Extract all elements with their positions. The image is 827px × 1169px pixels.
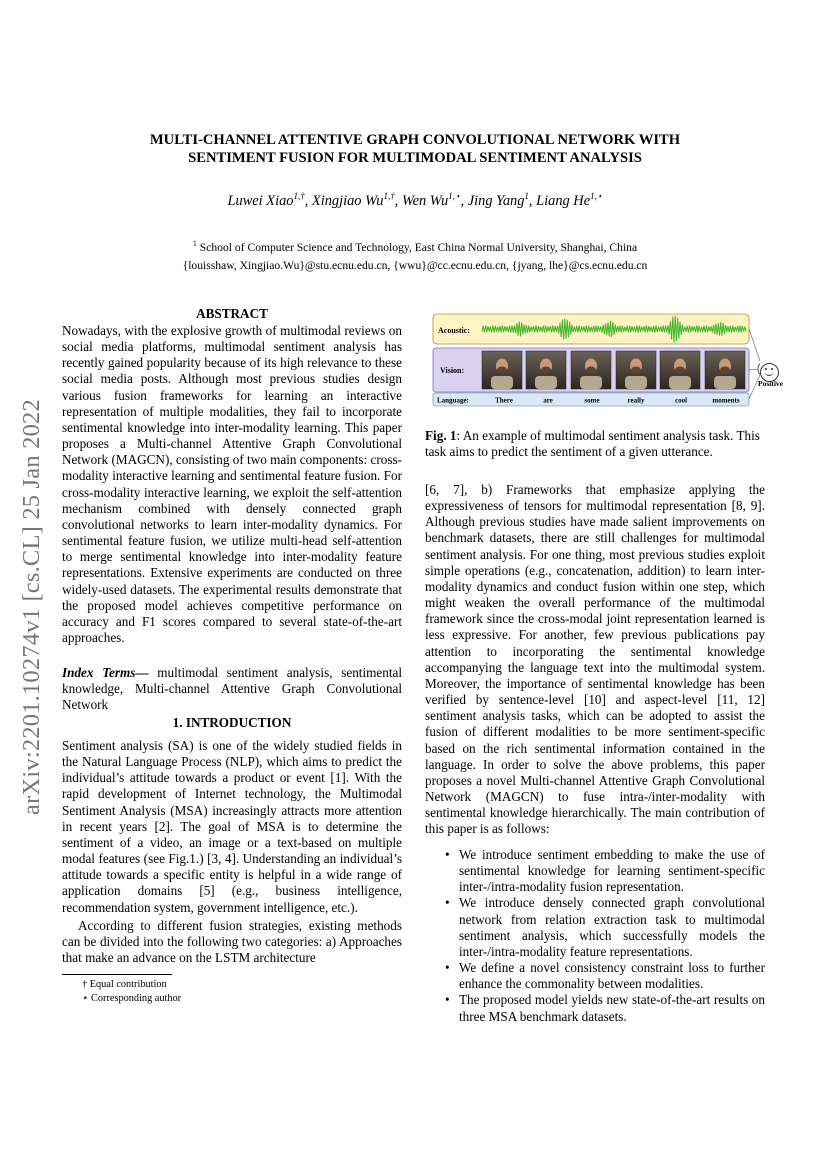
affiliation: $^1$ School of Computer Science and Technology, East China Normal University, Shanghai, China (192, 239, 638, 254)
footnote-rule (62, 974, 172, 975)
author: Liang $He^{1,⋆}$ (536, 191, 603, 209)
list-item: • The proposed model yields new state-of-the-art results on three MSA benchmark datasets. (443, 992, 765, 1024)
figure-1 (430, 313, 760, 408)
affiliation-block (60, 235, 770, 276)
caption-label: Fig. 1 (425, 428, 457, 443)
body-paragraph: [6, 7], b) Frameworks that emphasize applying the expressiveness of tensors for multimodal representation [8, 9]. Although previous studies have made salient improvements on benchmark datasets, there are still challenges for multimodal sentiment analysis. For one thing, most previous studies exploit simple operations (e.g., concatenation, addition) to learn inter-modality dynamics and conduct fusion within one step, which might weaken the overall performance of the multimodal framework since the cross-modal joint representation learned is less expressive. For another, few previous publications pay attention to incorporating the sentimental knowledge accompanying the language text into the multimodal system. Moreover, the importance of sentimental knowledge has been verified by sentence-level [10] and aspect-level [11, 12] sentiment analysis tasks, which can be adopted to assist the fusion of different modalities to be more sentiment-specific based on the rich sentimental information contained in the language. In order to solve the above problems, this paper proposes a novel Multi-channel Attentive Graph Convolutional Network (MAGCN) to fuse intra-/inter-modality with sentimental knowledge hierarchically. The main contribution of this paper is as follows: (425, 482, 765, 837)
index-terms-text: multimodal sentiment analysis, sentimental knowledge, Multi-channel Attentive Graph Convolutional Network (62, 665, 403, 713)
arxiv-id-text: arXiv:2201.10274v1 [cs.CL] 25 Jan 2022 (18, 399, 45, 815)
video-frame (660, 351, 700, 389)
author-list: Luwei Xiao$^{1,\dagger}$, Xingjiao $Wu^{1,\dagger}$, Wen $Wu^{1,⋆}$, Jing Yang$^1$, Liang $He^{1,⋆}$ (227, 191, 603, 209)
list-item: • We introduce sentiment embedding to make the use of sentimental knowledge for learning sentiment-specific inter-/intra-modality fusion representation. (443, 847, 765, 895)
right-column-body (425, 482, 765, 837)
contributions-list (443, 847, 765, 1025)
author: Wen $Wu^{1,⋆}$ (401, 191, 461, 209)
video-frame (526, 351, 566, 389)
paper-title (60, 131, 770, 167)
figure-1-caption (425, 428, 765, 460)
word-token: really (627, 396, 645, 405)
abstract-heading: ABSTRACT (196, 306, 268, 321)
video-frame (705, 351, 745, 389)
acoustic-label: Acoustic: (438, 326, 470, 335)
word-token: cool (674, 396, 688, 405)
footnote-corresponding-author: ⋆ Corresponding author (82, 993, 182, 1004)
index-terms-label: Index Terms— (62, 665, 149, 680)
fusion-lines (749, 329, 760, 399)
word-token: some (584, 396, 600, 405)
video-frame (482, 351, 522, 389)
word-token: are (543, 396, 553, 405)
intro-paragraph-2: According to different fusion strategies, existing methods can be divided into the following two categories: a) Approaches that make an advance on the LSTM architecture (62, 917, 402, 966)
title-line-2: SENTIMENT FUSION FOR MULTIMODAL SENTIMENT ANALYSIS (188, 150, 642, 166)
author: Luwei Xiao$^{1,\dagger}$ (227, 191, 305, 209)
caption-text: : An example of multimodal sentiment analysis task. This task aims to predict the sentiment of a given utterance. (425, 428, 760, 460)
author-emails: {louisshaw, Xingjiao.Wu}@stu.ecnu.edu.cn, {wwu}@cc.ecnu.edu.cn, {jyang, lhe}@cs.ecnu.edu.cn (182, 259, 648, 273)
video-frame (571, 351, 611, 389)
language-label: Language: (437, 396, 469, 405)
introduction-heading: 1. INTRODUCTION (172, 715, 292, 730)
vision-label: Vision: (440, 366, 465, 375)
title-line-1: MULTI-CHANNEL ATTENTIVE GRAPH CONVOLUTIONAL NETWORK WITH (149, 132, 681, 148)
word-token: moments (712, 396, 740, 405)
author: Xingjiao $Wu^{1,\dagger}$ (311, 191, 395, 209)
video-frame (616, 351, 656, 389)
list-item: • We introduce densely connected graph convolutional network from relation extraction task to multimodal sentiment analysis, which successfully models the inter-/intra-modality feature representations. (443, 895, 765, 960)
abstract-body: Nowadays, with the explosive growth of multimodal reviews on social media platforms, multimodal sentiment analysis has recently gained popularity because of its high relevance to these social media posts. Although most previous studies design various fusion frameworks for learning an interactive representation of multiple modalities, they fail to incorporate sentimental knowledge into inter-modality learning. This paper proposes a Multi-channel Attentive Graph Convolutional Network (MAGCN), consisting of two main components: cross-modality interactive learning and sentimental feature fusion. For cross-modality interactive learning, we exploit the self-attention mechanism combined with densely connected graph convolutional networks to learn inter-modality dynamics. For sentimental feature fusion, we utilize multi-head self-attention to merge sentimental knowledge into inter-modality feature representations. Extensive experiments are conducted on three widely-used datasets. The experimental results demonstrate that the proposed model achieves competitive performance on accuracy and F1 scores compared to several state-of-the-art approaches. (62, 323, 402, 645)
word-token: There (495, 396, 513, 405)
intro-paragraph-1: Sentiment analysis (SA) is one of the widely studied fields in the Natural Language Process (NLP), which aims to predict the individual’s attitude towards a product or event [1]. With the rapid development of Internet technology, the Multimodal Sentiment Analysis (MSA) increasingly attracts more attention in recent years [2]. The goal of MSA is to determine the sentiment of a video, an image or a text-based on multiple modal features (see Fig.1.) [3, 4]. Understanding an individual’s attitude towards a specific entity is helpful in a wide range of application domains [5] (e.g., business intelligence, recommendation system, government intelligence, etc.). (62, 738, 402, 915)
arxiv-identifier (16, 372, 48, 842)
list-item: • We define a novel consistency constraint loss to further enhance the commonality between modalities. (443, 960, 765, 992)
footnotes (82, 978, 181, 1006)
introduction-body (62, 738, 402, 966)
sentiment-result-label: Positive (758, 379, 783, 388)
index-terms (62, 665, 402, 713)
footnote-equal-contribution: † Equal contribution (82, 979, 167, 990)
author: Jing Yang$^1$ (467, 191, 529, 209)
